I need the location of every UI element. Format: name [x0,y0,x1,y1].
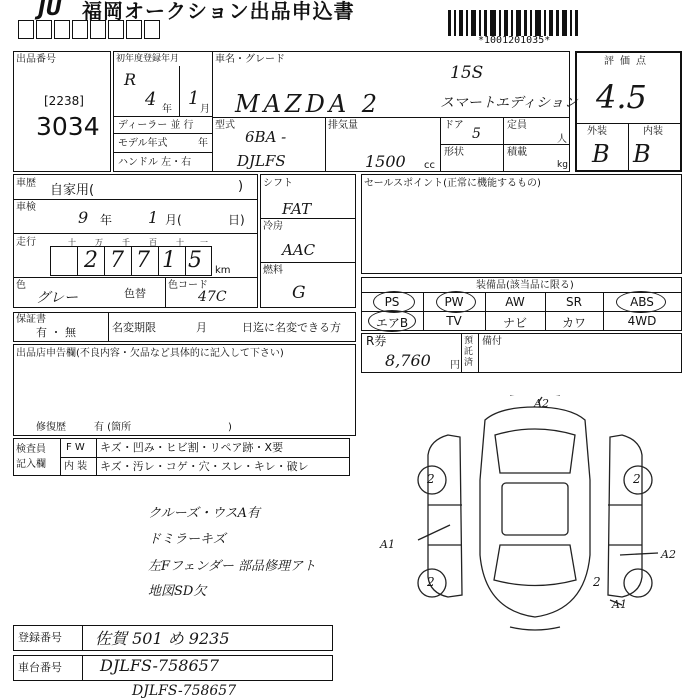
equip-circle [436,291,476,313]
wheel-mark: 2 [427,472,435,486]
registration-label: 初年度登録年月 [116,54,180,64]
recycle-label: R券 [366,334,387,348]
load-label: 積載 [507,147,527,158]
interior-items: キズ・汚レ・コゲ・穴・スレ・キレ・破レ [100,460,309,473]
equip-ps: PS [384,295,400,309]
displacement-label: 排気量 [328,120,358,131]
equip-circle [368,310,416,332]
lot-number: 3034 [36,112,100,141]
fuel-value: G [292,283,306,303]
diagram-mark: A2 [661,548,676,561]
diagram-mark: A1 [380,538,395,551]
usage-type: 自家用( [50,183,95,198]
equip-sr: SR [566,295,582,309]
lot-label: 出品番号 [16,54,56,65]
vehicle-name-label: 車名・グレード [215,54,285,65]
odometer-unit: 千 [122,238,130,247]
remark-line: 地図SD欠 [148,584,207,599]
recycle-amount: 8,760 [385,351,431,370]
chassis-value: DJLFS-758657 [100,656,219,675]
deposit-label: 預託済 [464,336,474,368]
displacement-unit: cc [424,160,435,171]
vehicle-name: MAZDA 2 [235,90,382,118]
wheel-mark: 2 [593,575,601,589]
expiry-month-label: 月 [196,321,207,334]
registration-era: R [124,70,137,89]
warranty-yes-no: 有 ・ 無 [36,326,76,339]
interior-grade: B [633,140,651,168]
color-label: 色 [16,280,26,291]
sales-point-label: セールスポイント(正常に機能するもの) [364,178,541,189]
model-label: 型式 [215,120,235,131]
diagram-mark: A2 [534,397,549,410]
fw-label: F W [66,442,85,453]
odometer [50,236,212,276]
seats-label: 定員 [507,120,527,131]
lot-sub-number: [2238] [44,94,84,108]
other-label: 備付 [482,336,502,347]
registration-year-unit: 年 [162,104,172,115]
doors: 5 [472,126,481,142]
odometer-unit: 万 [95,238,103,247]
registration-year: 4 [145,89,157,110]
load-unit: kg [557,160,568,170]
expiry-label: 名変期限 [112,321,156,334]
shape-label: 形状 [444,147,464,158]
odometer-unit: 十 [176,238,184,247]
warranty-label: 保証書 [16,314,46,325]
engine-model: DJLFS [237,152,286,170]
inspection-month-unit: 月( [165,213,182,227]
exterior-grade: B [592,140,610,168]
inspection-year: 9 [78,208,89,227]
equip-leather: カワ [561,316,586,330]
equip-4wd: 4WD [627,314,657,328]
ac-value: AAC [282,241,316,259]
wheel-mark: 2 [427,575,435,589]
ac-label: 冷房 [263,221,283,232]
name-change-label: 日迄に名変できる方 [242,321,341,334]
diagram-mark: A1 [612,598,627,611]
usage-type-label: 車歴 [16,178,36,189]
fw-items: キズ・凹み・ヒビ割・リペア跡・X要 [100,441,284,454]
mileage-value: 27715 [84,248,214,273]
model-year-unit: 年 [198,138,208,149]
model-code: 6BA - [245,128,287,146]
odometer-unit: 一 [200,238,208,247]
barcode [448,4,578,36]
equip-aw: AW [505,295,525,309]
plate-label: 登録番号 [18,631,62,644]
notes-header: 出品店申告欄(不良内容・欠品など具体的に記入して下さい) [16,348,284,359]
shift-value: FAT [282,200,312,218]
wheel-mark: 2 [633,472,641,486]
equip-circle [616,291,666,313]
equip-abs: ABS [630,295,654,309]
car-damage-diagram [400,395,670,635]
equip-airbag: エアB [375,316,409,330]
mileage-label: 走行 [16,237,36,248]
equip-pw: PW [444,295,464,309]
displacement: 1500 [365,152,406,171]
inspection-label: 車検 [16,202,36,213]
repair-label: 修復歴 [36,422,66,433]
tone-label: 色替 [124,287,146,300]
inspector-label: 検査員 [16,444,46,455]
registration-month-unit: 月 [200,104,210,115]
inspection-day-unit: 日) [228,213,245,227]
score-label: 評価点 [604,56,652,67]
repair-close: ) [228,422,232,433]
inspector-interior-label: 内 装 [64,461,88,472]
seats-unit: 人 [557,134,567,145]
model-year-label: モデル年式 [118,138,168,149]
equip-navi: ナビ [502,316,527,330]
chassis-value-copy: DJLFS-758657 [132,683,237,699]
inspection-year-unit: 年 [100,213,113,227]
logo: JU [38,0,62,20]
vehicle-grade: 15S [450,63,484,83]
chassis-label: 車台番号 [18,661,62,674]
inspection-month: 1 [148,208,159,227]
mileage-unit: km [215,265,231,276]
vehicle-edition: スマートエディション [440,95,578,111]
dealer-label: ディーラー 並 行 [118,120,194,131]
usage-type-close: ) [238,179,244,194]
shift-label: シフト [263,178,293,189]
recycle-unit: 円 [450,360,460,371]
fuel-label: 燃料 [263,265,283,276]
remark-line: クルーズ・ウスA有 [148,506,260,521]
sales-point-box [361,174,682,274]
handle-label: ハンドル 左・右 [118,157,192,168]
color-value: グレー [36,290,78,306]
interior-label: 内装 [643,126,663,137]
score-value: 4.5 [596,78,647,116]
form-title: 福岡オークション出品申込書 [82,0,355,23]
remark-line: ドミラーキズ [148,532,226,547]
odometer-unit: 十 [68,238,76,247]
equip-tv: TV [446,314,462,328]
repair-value: 有 (箇所 [94,422,132,433]
equipment-label: 装備品(該当品に限る) [476,280,574,291]
plate-value: 佐賀 501 め 9235 [95,629,230,648]
color-code-label: 色コード [168,280,208,291]
remark-line: 左Fフェンダー 部品修理アト [148,559,316,574]
exterior-label: 外装 [587,126,607,137]
odometer-unit: 百 [149,238,157,247]
inspector-label: 記入欄 [16,459,46,470]
barcode-text: *1001201035* [478,35,551,46]
doors-label: ドア [444,120,464,131]
color-code: 47C [198,289,227,305]
registration-month: 1 [188,88,200,109]
